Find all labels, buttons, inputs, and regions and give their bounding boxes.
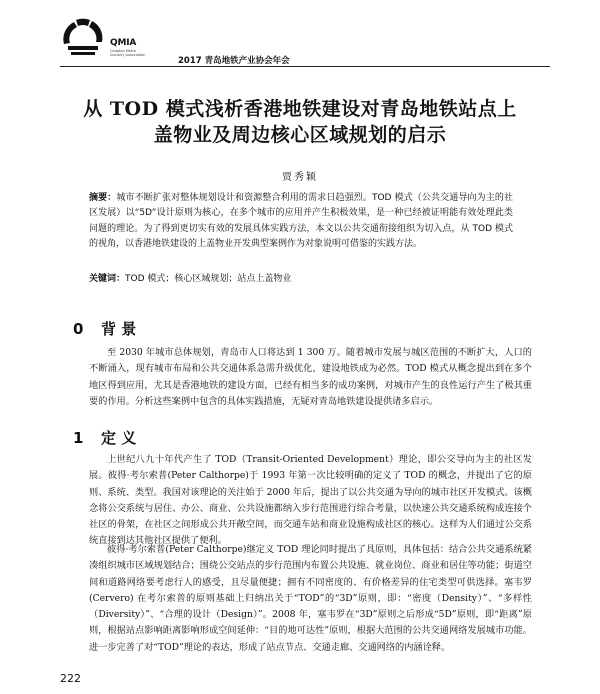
page-number: 222 xyxy=(60,672,81,685)
logo-subtext: Qingdao Metro Industry Association xyxy=(110,49,146,57)
author-name: 贾秀颖 xyxy=(282,172,318,183)
qmia-logo-icon xyxy=(60,14,106,60)
definition-paragraph-2: 彼得·考尔索普(Peter Calthorpe)继定义 TOD 理论同时提出了具原则，具体包括：结合公共交通系统紧凑组织城市区域规划结合；围绕公交站点的步行范围内布置公共设施、就业岗位、商业和居住等功能；街道空间和道路网络要考虑行人的感受，且尽量便捷；拥有不同密度的、有价格差异的住宅类型可供选择。塞韦罗 (Cervero) 在考尔索普的原则基础上归纳出关于“TOD”的“3D”原则，即：“密度（Density）”、“多样性（Diversity）”、“合理的设计（Design）”。2008 年，塞韦罗在“3D”原则之后形成“5D”原则，即“距离”原则，根据站点影响距离影响形成空间延伸：“目的地可达性”原则，根据大范围的公共交通网络发展城市功能。进一步完善了对“TOD”理论的表达，形成了站点节点、交通走廊、交通网络的内涵诠释。 xyxy=(89,544,532,653)
keywords xyxy=(89,271,513,284)
section-title: 定 义 xyxy=(101,429,137,447)
background-paragraph: 至 2030 年城市总体规划，青岛市人口将达到 1 300 万。随着城市发展与城区范围的不断扩大，人口的不断涌入，现有城市布局和公共交通体系急需升级优化，建设地铁成为必然。TOD 模式从概念提出到在多个地区得到应用，尤其是香港地铁的建设方面，已经有相当多的成功案例，对城市产生的良性运行产生了极其重要的作用。分析这些案例中包含的具体实践措施，无疑对青岛地铁建设提供诸多启示。 xyxy=(89,347,532,407)
definition-paragraph-1: 上世纪八九十年代产生了 TOD（Transit-Oriented Development）理论，即公交导向为主的社区发展。彼得·考尔索普(Peter Calthorpe)于 1993 年第一次比较明确的定义了 TOD 的概念，并提出了它的原则、系统、类型。我国对该理论的关注始于 2000 年后，提出了以公共交通为导向的城市社区开发模式。该概念将公交系统与居住、办公、商业、公共设施都纳入步行范围进行综合考量，以快速公共交通系统构成连接个社区的骨架，在社区之间形成公共开敞空间，而交通车站和商业设施构成社区的核心。这样为人们通过公交系统直接到达其他社区提供了便利。 xyxy=(89,454,532,547)
abstract-text: 城市不断扩张对整体规划设计和资源整合利用的需求日趋强烈。TOD 模式（公共交通导向为主的社区发展）以“5D”设计原则为核心，在多个城市的应用并产生积极效果，是一种已经被证明能有效处理此类问题的理论。为了得到更切实有效的发展具体实践方法，本文以公共交通衔接组织为切入点，从 TOD 模式的视角，以香港地铁建设的上盖物业开发典型案例作为对象说明可借鉴的实践方法。 xyxy=(89,193,513,250)
article-title-line2: 盖物业及周边核心区域规划的启示 xyxy=(153,124,447,146)
journal-title: 2017 青岛地铁产业协会年会 xyxy=(178,56,290,66)
page-header xyxy=(60,14,550,64)
logo-text: QMIA xyxy=(110,38,137,48)
section-heading-definition xyxy=(73,427,136,448)
header-divider xyxy=(60,66,550,67)
keywords-label: 关键词： xyxy=(89,274,126,284)
keywords-text: TOD 模式；核心区域规划；站点上盖物业 xyxy=(125,274,292,284)
section-number: 1 xyxy=(73,429,84,447)
abstract xyxy=(89,191,513,253)
article-title-line1: 从 TOD 模式浅析香港地铁建设对青岛地铁站点上 xyxy=(83,98,517,120)
section-number: 0 xyxy=(73,320,84,338)
section-title: 背 景 xyxy=(101,320,137,338)
section-heading-background xyxy=(73,318,136,339)
abstract-label: 摘要： xyxy=(89,193,117,203)
